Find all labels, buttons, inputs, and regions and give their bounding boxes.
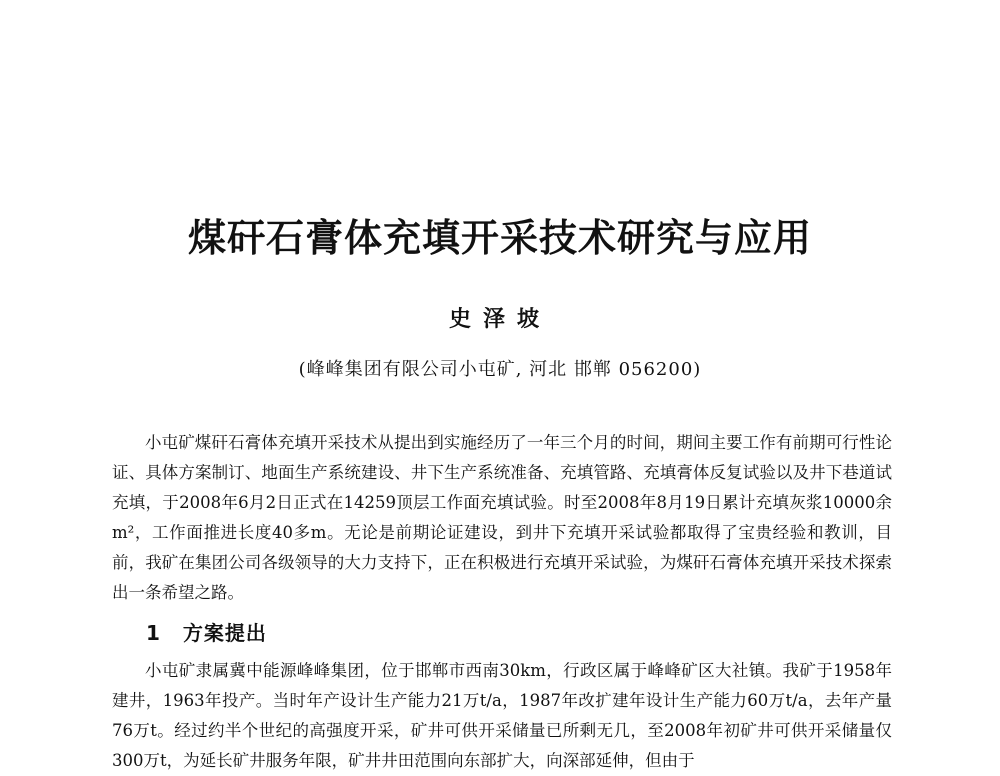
- intro-paragraph: 小屯矿煤矸石膏体充填开采技术从提出到实施经历了一年三个月的时间，期间主要工作有前期可行性论证、具体方案制订、地面生产系统建设、井下生产系统准备、充填管路、充填膏体反复试验以及井下巷道试充填，于2008年6月2日正式在14259顶层工作面充填试验。时至2008年8月19日累计充填灰浆10000余m²，工作面推进长度40多m。无论是前期论证建设，到井下充填开采试验都取得了宝贵经验和教训，目前，我矿在集团公司各级领导的大力支持下，正在积极进行充填开采试验，为煤矸石膏体充填开采技术探索出一条希望之路。: [112, 433, 892, 602]
- section-heading: [146, 616, 267, 650]
- section-paragraph: 小屯矿隶属冀中能源峰峰集团，位于邯郸市西南30km，行政区属于峰峰矿区大社镇。我矿于1958年建井，1963年投产。当时年产设计生产能力21万t/a，1987年改扩建年设计生产能力60万t/a，去年产量76万t。经过约半个世纪的高强度开采，矿井可供开采储量已所剩无几，至2008年初矿井可供开采储量仅300万t，为延长矿井服务年限，矿井井田范围向东部扩大，向深部延伸，但由于: [112, 661, 892, 770]
- author-name: 史泽坡: [448, 306, 551, 332]
- paper-title: 煤矸石膏体充填开采技术研究与应用: [187, 215, 812, 260]
- author-affiliation: (峰峰集团有限公司小屯矿, 河北 邯郸 056200): [298, 359, 702, 380]
- section-title: 方案提出: [182, 621, 267, 645]
- section-number: 1: [146, 621, 161, 645]
